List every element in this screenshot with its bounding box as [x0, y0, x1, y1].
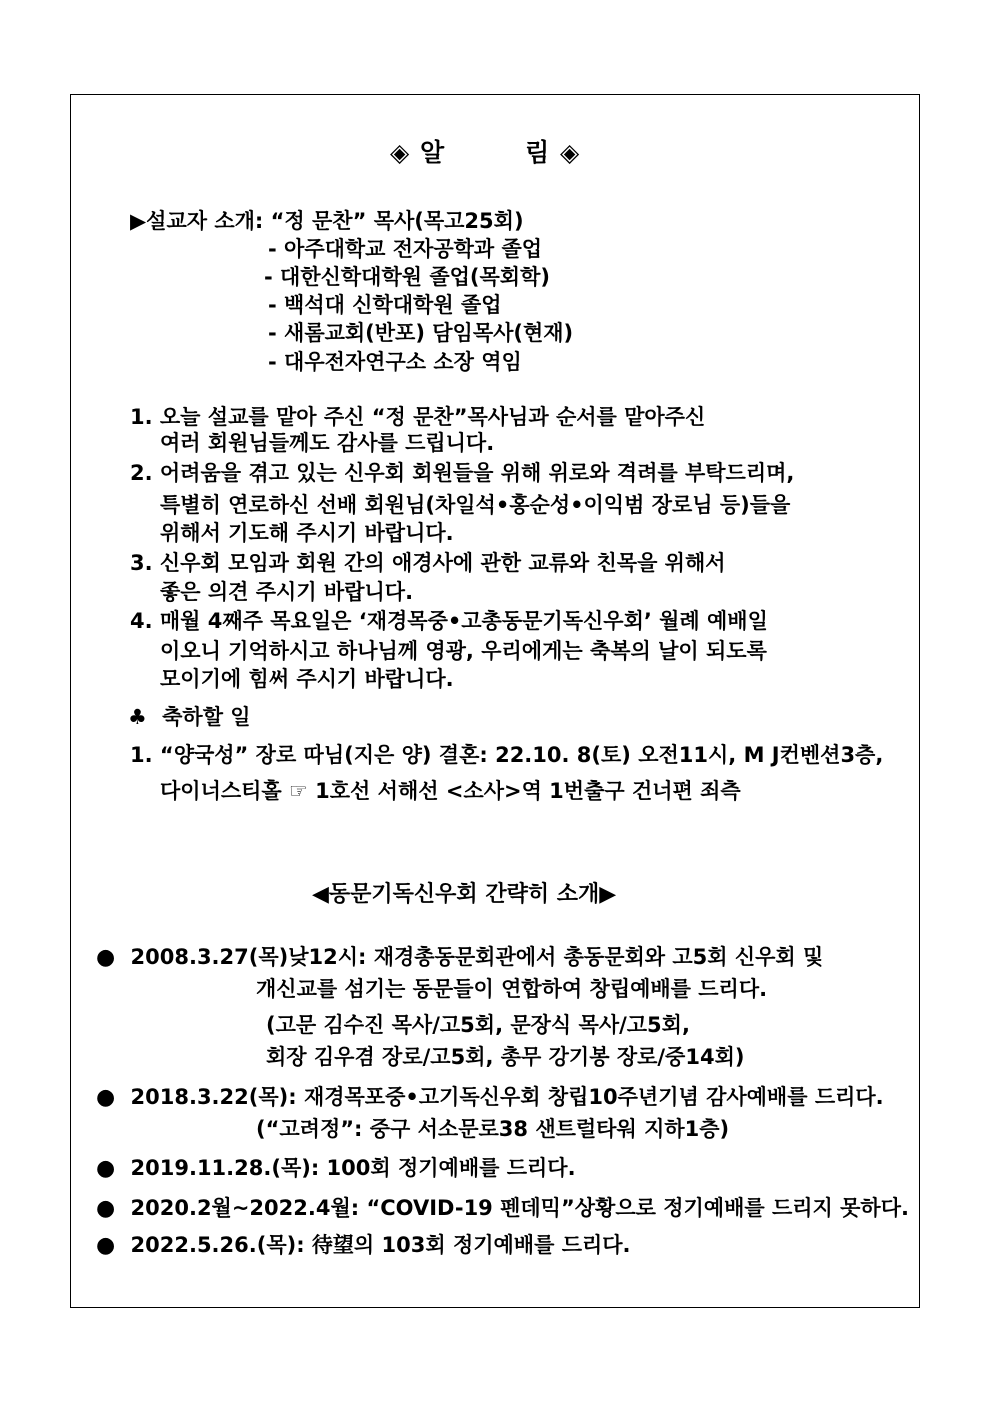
history-line: (고문 김수진 목사/고5회, 문장식 목사/고5회,: [266, 1013, 690, 1037]
notice-line: 4. 매월 4째주 목요일은 ‘재경목중•고총동문기독신우회’ 월례 예배일: [130, 609, 768, 633]
notice-line: 1. 오늘 설교를 맡아 주신 “정 문찬”목사님과 순서를 맡아주신: [130, 405, 706, 429]
history-line: 회장 김우겸 장로/고5회, 총무 강기봉 장로/중14회): [266, 1045, 745, 1069]
celebration-line: 1. “양국성” 장로 따님(지은 양) 결혼: 22.10. 8(토) 오전11시, M J컨벤션3층,: [130, 743, 884, 767]
history-entry-text: 2019.11.28.(목): 100회 정기예배를 드리다.: [130, 1156, 576, 1180]
diamond-icon: ◈: [390, 138, 411, 167]
speaker-heading-text: 설교자 소개: “정 문찬” 목사(목고25회): [146, 209, 524, 233]
diamond-icon: ◈: [559, 138, 581, 167]
speaker-detail: - 아주대학교 전자공학과 졸업: [268, 237, 543, 261]
bullet-icon: ●: [96, 1085, 116, 1110]
speaker-detail: - 대한신학대학원 졸업(목회학): [264, 265, 550, 289]
speaker-detail: - 대우전자연구소 소장 역임: [268, 350, 522, 374]
title-char-2: 림: [525, 138, 551, 167]
notice-line: 좋은 의견 주시기 바랍니다.: [160, 580, 414, 604]
page-title: [390, 138, 580, 168]
bullet-icon: ●: [96, 1196, 116, 1221]
celebration-heading-text: 축하할 일: [162, 705, 251, 729]
speaker-heading: [130, 206, 524, 236]
history-entry-text: 2008.3.27(목)낮12시: 재경총동문회관에서 총동문회와 고5회 신우회 및: [130, 945, 824, 969]
triangle-right-icon: ▶: [599, 882, 617, 907]
history-entry-text: 2018.3.22(목): 재경목포중•고기독신우회 창립10주년기념 감사예배를 드리다.: [130, 1085, 884, 1109]
notice-line: 3. 신우회 모임과 회원 간의 애경사에 관한 교류와 친목을 위해서: [130, 551, 726, 575]
notice-line: 모이기에 힘써 주시기 바랍니다.: [160, 667, 454, 691]
history-entry: [96, 1153, 576, 1184]
celebration-heading: [128, 702, 251, 732]
bullet-icon: ●: [96, 945, 116, 970]
triangle-left-icon: ◀: [312, 882, 329, 907]
notice-line: 2. 어려움을 겪고 있는 신우회 회원들을 위해 위로와 격려를 부탁드리며,: [130, 461, 795, 485]
speaker-detail: - 새롬교회(반포) 담임목사(현재): [268, 321, 574, 345]
club-icon: ♣: [128, 705, 147, 729]
history-entry: [96, 1082, 884, 1113]
history-entry-text: 2020.2월~2022.4월: “COVID-19 펜데믹”상황으로 정기예배를 드리지 못하다.: [130, 1196, 909, 1220]
bullet-icon: ●: [96, 1233, 116, 1258]
history-entry: [96, 942, 823, 973]
history-entry: [96, 1193, 909, 1224]
notice-line: 여러 회원님들께도 감사를 드립니다.: [160, 431, 495, 455]
history-line: 개신교를 섬기는 동문들이 연합하여 창립예배를 드리다.: [256, 977, 768, 1001]
notice-line: 이오니 기억하시고 하나님께 영광, 우리에게는 축복의 날이 되도록: [160, 639, 767, 663]
speaker-detail: - 백석대 신학대학원 졸업: [268, 293, 502, 317]
title-char-1: 알: [419, 138, 446, 167]
notice-line: 위해서 기도해 주시기 바랍니다.: [160, 521, 454, 545]
intro-heading: [312, 880, 616, 910]
history-entry: [96, 1230, 631, 1261]
bullet-icon: ●: [96, 1156, 116, 1181]
triangle-right-icon: ▶: [130, 209, 147, 233]
notice-line: 특별히 연로하신 선배 회원님(차일석•홍순성•이익범 장로님 등)들을: [160, 493, 791, 517]
history-entry-text: 2022.5.26.(목): 待望의 103회 정기예배를 드리다.: [130, 1233, 631, 1257]
celebration-line: 다이너스티홀 ☞ 1호선 서해선 <소사>역 1번출구 건너편 죄측: [160, 779, 741, 803]
history-line: (“고려정”: 중구 서소문로38 샌트럴타워 지하1층): [256, 1117, 730, 1141]
intro-title: 동문기독신우회 간략히 소개: [328, 882, 600, 907]
